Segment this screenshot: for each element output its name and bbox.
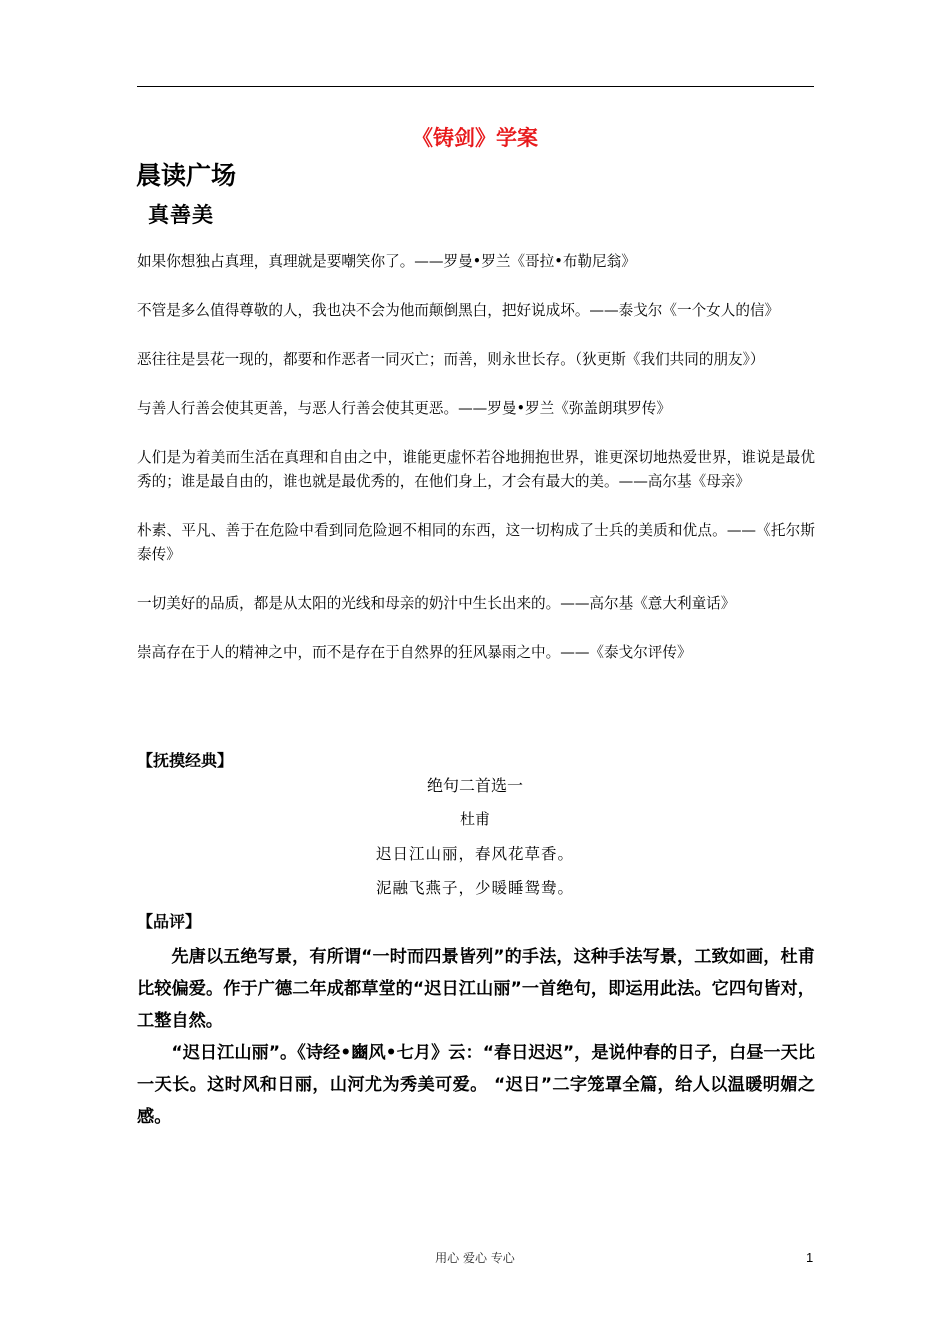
- poem-title: 绝句二首选一: [426, 776, 523, 795]
- quote-item: 与善人行善会使其更善，与恶人行善会使其更恶。——罗曼•罗兰《弥盖朗琪罗传》: [137, 400, 671, 417]
- quote-item: 朴素、平凡、善于在危险中看到同危险迥不相同的东西，这一切构成了士兵的美质和优点。——《托尔斯泰传》: [137, 522, 815, 563]
- quote-item: 人们是为着美而生活在真理和自由之中，谁能更虚怀若谷地拥抱世界，谁更深切地热爱世界，谁说是最优秀的；谁是最自由的，谁也就是最优秀的，在他们身上，才会有最大的美。——高尔基《母亲》: [137, 449, 815, 490]
- footer-motto: 用心 爱心 专心: [435, 1251, 515, 1265]
- comment-paragraph: “迟日江山丽”。《诗经•豳风•七月》云：“春日迟迟”，是说仲春的日子，白昼一天比一天长。这时风和日丽，山河尤为秀美可爱。 “迟日”二字笼罩全篇，给人以温暖明媚之感。: [137, 1043, 815, 1127]
- quote-item: 不管是多么值得尊敬的人，我也决不会为他而颠倒黑白，把好说成坏。——泰戈尔《一个女人的信》: [137, 302, 780, 319]
- poem-line: 泥融飞燕子，少暖睡鸳鸯。: [375, 879, 574, 897]
- quote-list: [137, 250, 815, 665]
- quote-item: 一切美好的品质，都是从太阳的光线和母亲的奶汁中生长出来的。——高尔基《意大利童话》: [137, 595, 736, 612]
- poem-line: 迟日江山丽，春风花草香。: [375, 845, 574, 863]
- comment-body: [137, 941, 815, 1133]
- comment-section-label: 【品评】: [137, 912, 202, 931]
- section-heading: 晨读广场: [136, 161, 237, 190]
- header-rule: [137, 86, 814, 87]
- classic-section-label: 【抚摸经典】: [137, 751, 234, 770]
- quote-item: 崇高存在于人的精神之中，而不是存在于自然界的狂风暴雨之中。——《泰戈尔评传》: [137, 644, 692, 661]
- comment-paragraph: 先唐以五绝写景，有所谓“一时而四景皆列”的手法，这种手法写景，工致如画，杜甫比较偏爱。作于广德二年成都草堂的“迟日江山丽”一首绝句，即运用此法。它四句皆对，工整自然。: [137, 947, 815, 1031]
- page-number: 1: [806, 1250, 814, 1265]
- sub-heading: 真善美: [148, 202, 214, 227]
- poem-author: 杜甫: [459, 810, 490, 828]
- quote-item: 恶往往是昙花一现的，都要和作恶者一同灭亡；而善，则永世长存。（狄更斯《我们共同的朋友》）: [137, 351, 765, 368]
- quote-item: 如果你想独占真理，真理就是要嘲笑你了。——罗曼•罗兰《哥拉•布勒尼翁》: [137, 253, 636, 270]
- document-title: 《铸剑》学案: [412, 126, 538, 150]
